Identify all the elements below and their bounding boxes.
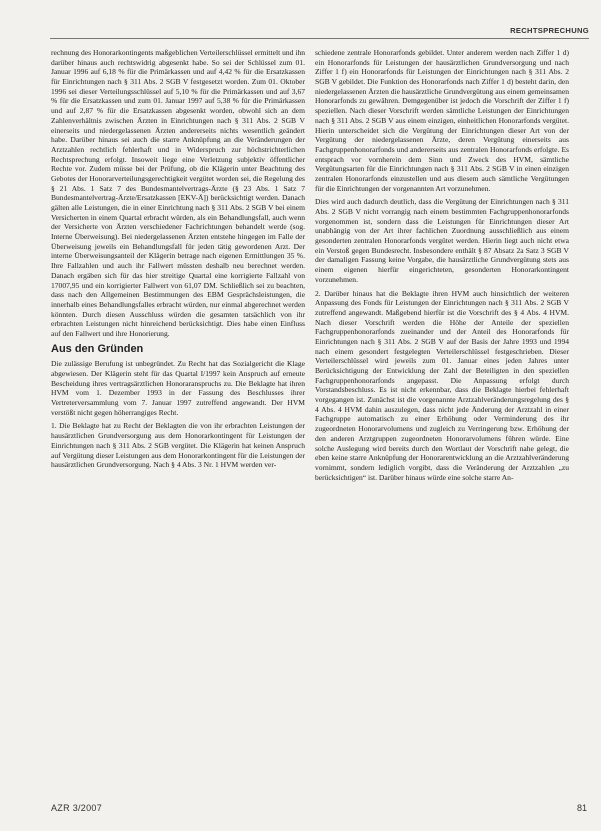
body-paragraph: 1. Die Beklagte hat zu Recht der Beklagten die von ihr erbrachten Leistungen der hausärztlichen Grundversorgung aus dem Honorarkontingent für Leistungen der Einrichtungen nach § 311 Abs. 2 SGB vergütet. Die Klägerin hat keinen Anspruch auf Vergütung dieser Leistungen aus dem Honorarkontingent für die Leistungen der hausärztlichen Grundversorgung. Nach § 4 Abs. 3 Nr. 1 HVM werden ver- bbox=[51, 421, 305, 470]
right-column bbox=[315, 48, 569, 486]
header-rule bbox=[50, 38, 589, 39]
body-paragraph: schiedene zentrale Honorarfonds gebildet. Unter anderem werden nach Ziffer 1 d) ein Honorarfonds für Leistungen der hausärztlichen Grundversorgung und nach Ziffer 1 f) ein Honorarfonds für Leistungen der Einrichtungen nach § 311 Abs. 2 SGB V gebildet. Die Funktion des Honorarfonds nach Ziffer 1 d) besteht darin, den niedergelassenen Ärzten die hausärztliche Grundvergütung aus einem gemeinsamen Honorarfonds zu gewähren. Demgegenüber ist jedoch die Vorschrift der Ziffer 1 f) speziellen. Nach dieser Vorschrift werden sämtliche Leistungen der Einrichtungen nach § 311 Abs. 2 SGB V aus einem einzigen, einheitlichen Honorarfonds vergütet. Hierin unterscheidet sich die Vergütung der Einrichtungen dieser Art von der Vergütung der niedergelassenen Ärzte, deren Vergütung einerseits aus Fachgruppenhonorarfonds und andererseits aus zentralen Honorarfonds erfolgte. Es entsprach vor vornherein dem Sinn und Zweck des HVM, sämtliche Vergütungsarten für die Einrichtungen nach § 311 Abs. 2 SGB V in einen einzigen zentralen Honorarfonds einzustellen und aus diesem auch sämtliche Vergütungen für die Einrichtungen der vorgenannten Art vorzunehmen. bbox=[315, 48, 569, 193]
page-number: 81 bbox=[576, 803, 587, 813]
body-paragraph: Dies wird auch dadurch deutlich, dass die Vergütung der Einrichtungen nach § 311 Abs. 2 SGB V nicht vorrangig nach einem bestimmten Fachgruppenhonorarfonds vorgenommen ist, sondern dass die Leistungen für Einrichtungen dieser Art unabhängig von der Art ihrer fachlichen Zuordnung ausschließlich aus einem gesonderten zentralen Honorarfonds vergütet werden. Hierin liegt auch nicht etwa ein Verstoß gegen Bundesrecht. Insbesondere enthält § 87 Absatz 2a Satz 3 SGB V der damaligen Fassung keine Vorgabe, die hausärztliche Grundvergütung stets aus einem eigenen hierfür eingerichteten, gesonderten Honorarkontingent vorzunehmen. bbox=[315, 197, 569, 284]
section-header: RECHTSPRECHUNG bbox=[510, 26, 589, 35]
body-paragraph: rechnung des Honorarkontingents maßgeblichen Verteilerschlüssel ermittelt und ihn darüber hinaus auch rechtswidrig abgesenkt habe. So sei der Schlüssel zum 01. Januar 1996 auf 6,18 % für die Primärkassen und auf 4,42 % für die Ersatzkassen für Einrichtungen nach § 311 Abs. 2 SGB V festgesetzt worden. Zum 01. Oktober 1996 sei dieser Verteilungsschlüssel auf 5,10 % für die Primärkassen und auf 3,67 % für die Ersatzkassen und zum 01. Januar 1997 auf 5,38 % für die Primärkassen und auf 2,87 % für die Ersatzkassen abgesenkt worden, obwohl sich an dem Zahlenverhältnis zwischen Ärzten in Einrichtungen nach § 311 Abs. 2 SGB V einerseits und niedergelassenen Ärzten andererseits nichts wesentlich geändert habe. Darüber hinaus sei auch die starre Anknüpfung an die Veränderungen der Arztzahlen rechtlich fehlerhaft und in Widerspruch zur höchstrichterlichen Rechtsprechung erfolgt. Insoweit liege eine Verletzung subjektiv öffentlicher Rechte vor. Zudem müsse bei der Prüfung, ob die Klägerin unter Beachtung des Gebotes der Honorarverteilungsgerechtigkeit vergütet worden sei, die Regelung des § 21 Abs. 1 Satz 7 des Bundesmantelvertrags-Ärzte (§ 23 Abs. 1 Satz 7 Bundesmantelvertrag-Ärzte/Ersatzkassen [EKV-Ä]) berücksichtigt werden. Danach gälten alle Leistungen, die in einer Einrichtung nach § 311 Abs. 2 SGB V bei einem Versicherten in einem Quartal erbracht würden, als ein Behandlungsfall, auch wenn der Versicherte von Ärzten verschiedener Fachrichtungen behandelt werde (sog. Interne Überweisung). Bei niedergelassenen Ärzten entstehe hingegen im Falle der Überweisung jeweils ein Behandlungsfall für jeden tätig gewordenen Arzt. Der interne Überweisungsanteil der Klägerin betrage nach eigenen Ermittlungen 35 %. Ihre Fallzahlen und auch ihr Fallwert müssten deshalb neu berechnet werden. Danach ergäben sich für das hier streitige Quartal eine korrigierte Fallzahl von 17007,95 und ein korrigierter Fallwert von 61,07 DM. Schließlich sei zu beachten, dass nach den Allgemeinen Bestimmungen des EBM Gesprächsleistungen, die innerhalb eines Behandlungsfalles erbracht würden, nur einmal abgerechnet werden könnten. Durch diesen Ausschluss würden die gesamten tatsächlich von ihr erbrachten Leistungen nicht hinreichend berücksichtigt. Dies habe einen Einfluss auf den Fallwert und ihre Honorierung. bbox=[51, 48, 305, 338]
body-paragraph: Die zulässige Berufung ist unbegründet. Zu Recht hat das Sozialgericht die Klage abgewiesen. Der Klägerin steht für das Quartal I/1997 kein Anspruch auf erneute Bescheidung ihres vertragsärztlichen Honoraranspruchs zu. Die Beklagte hat ihren HVM vom 1. Dezember 1993 in der Fassung des Beschlusses ihrer Vertreterversammlung vom 7. Januar 1997 zutreffend angewandt. Der HVM verstößt nicht gegen höherrangiges Recht. bbox=[51, 359, 305, 417]
body-paragraph: 2. Darüber hinaus hat die Beklagte ihren HVM auch hinsichtlich der weiteren Anpassung des Fonds für Leistungen der Einrichtungen nach § 311 Abs. 2 SGB V zutreffend angewandt. Maßgebend hierfür ist die Vorschrift des § 4 Abs. 4 HVM. Nach dieser Vorschrift werden die Höhe der Anteile der speziellen Fachgruppenhonorarfonds zueinander und der Anteil des Honorarfonds für Einrichtungen nach § 311 Abs. 2 SGB V auf der Basis der Jahre 1993 und 1994 nach einem gesondert festgelegten Verteilerschlüssel festgeschrieben. Dieser Verteilerschlüssel wird jeweils zum 01. Januar eines jeden Jahres unter Berücksichtigung der Entwicklung der Zahl der Beteiligten in den speziellen Fachgruppenhonorarfonds angepasst. Die Anpassung erfolgt durch Vorstandsbeschluss. Es ist nicht erkennbar, dass die Beklagte hierbei fehlerhaft vorgegangen ist. Zunächst ist die vorgenannte Arztzahlveränderungsregelung des § 4 Abs. 4 HVM dahin auszulegen, dass nicht jede Änderung der Arztzahl in einer Fachgruppe automatisch zu einer Erhöhung oder Verminderung des ihr zugeordneten Honorarvolumens und zugleich zu Verringerung bzw. Erhöhung der den anderen Arztgruppen zugeordneten Honorarvolumens führen würde. Eine solche Auslegung wird bereits durch den Wortlaut der Vorschrift nahe gelegt, die eben keine starre Anknüpfung der Honorarentwicklung an die Arztzahlveränderung vornimmt, sondern lediglich vorgibt, dass die Veränderung der Arztzahlen „zu berücksichtigen“ ist. Darüber hinaus würde eine solche starre An- bbox=[315, 288, 569, 482]
section-heading: Aus den Gründen bbox=[51, 342, 144, 355]
journal-footer: AZR 3/2007 bbox=[51, 803, 103, 813]
left-column bbox=[51, 48, 305, 474]
